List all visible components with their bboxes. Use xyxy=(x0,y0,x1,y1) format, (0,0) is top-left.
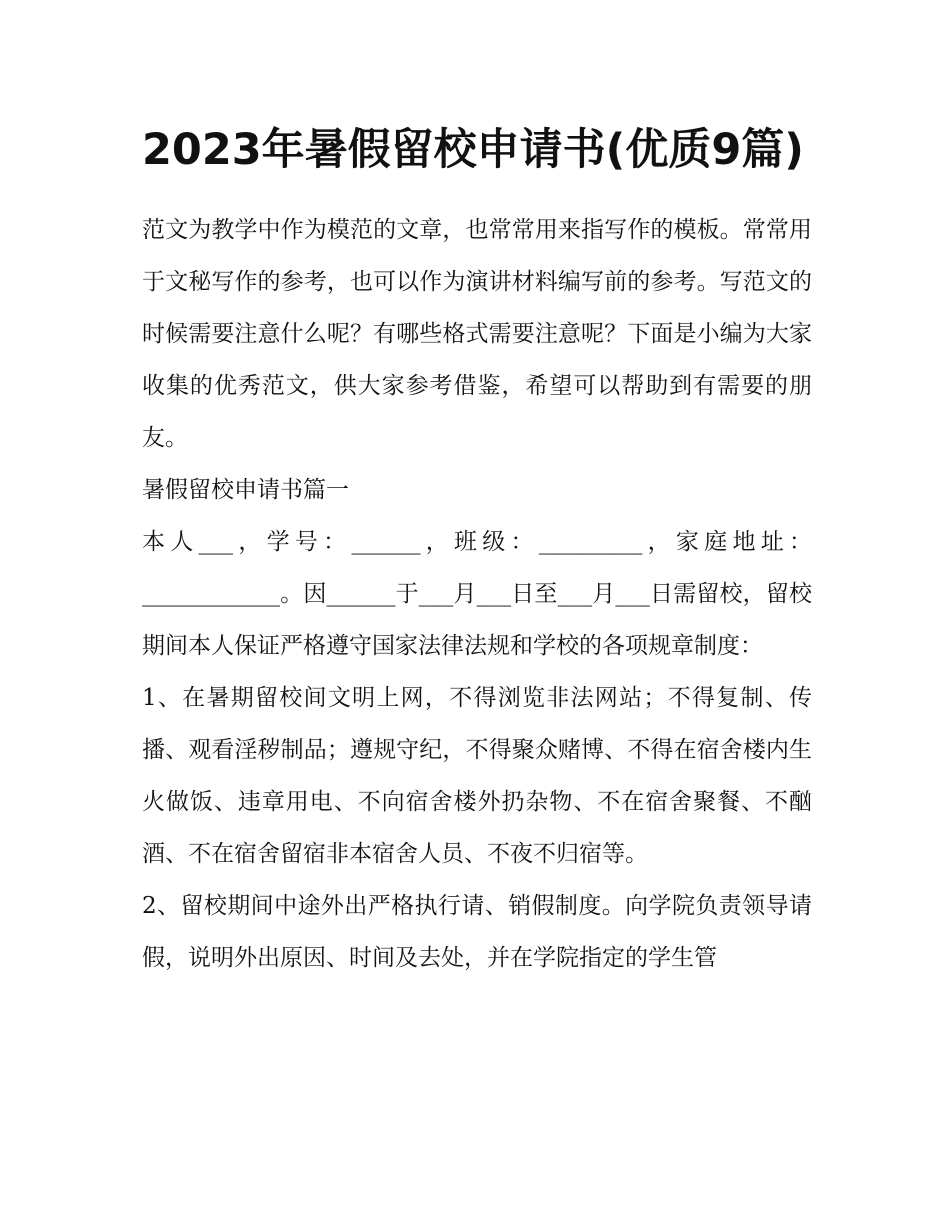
document-page xyxy=(142,112,812,984)
section-heading: 暑假留校申请书篇一 xyxy=(142,477,349,503)
document-title: 2023年暑假留校申请书(优质9篇) xyxy=(142,125,804,175)
form-paragraph: 本人___，学号：______，班级：_________，家庭地址：____________。因______于___月___日至___月___日需留校，留校期间本人保证严格遵守国家法律法规和学校的各项规章制度： xyxy=(142,529,812,659)
intro-paragraph: 范文为教学中作为模范的文章，也常常用来指写作的模板。常常用于文秘写作的参考，也可以作为演讲材料编写前的参考。写范文的时候需要注意什么呢？有哪些格式需要注意呢？下面是小编为大家收集的优秀范文，供大家参考借鉴，希望可以帮助到有需要的朋友。 xyxy=(142,217,812,451)
list-item: 2、留校期间中途外出严格执行请、销假制度。向学院负责领导请假，说明外出原因、时间及去处，并在学院指定的学生管 xyxy=(142,893,812,971)
document-body xyxy=(142,204,812,984)
list-item: 1、在暑期留校间文明上网，不得浏览非法网站；不得复制、传播、观看淫秽制品；遵规守纪，不得聚众赌博、不得在宿舍楼内生火做饭、违章用电、不向宿舍楼外扔杂物、不在宿舍聚餐、不酗酒、不在宿舍留宿非本宿舍人员、不夜不归宿等。 xyxy=(142,685,812,867)
